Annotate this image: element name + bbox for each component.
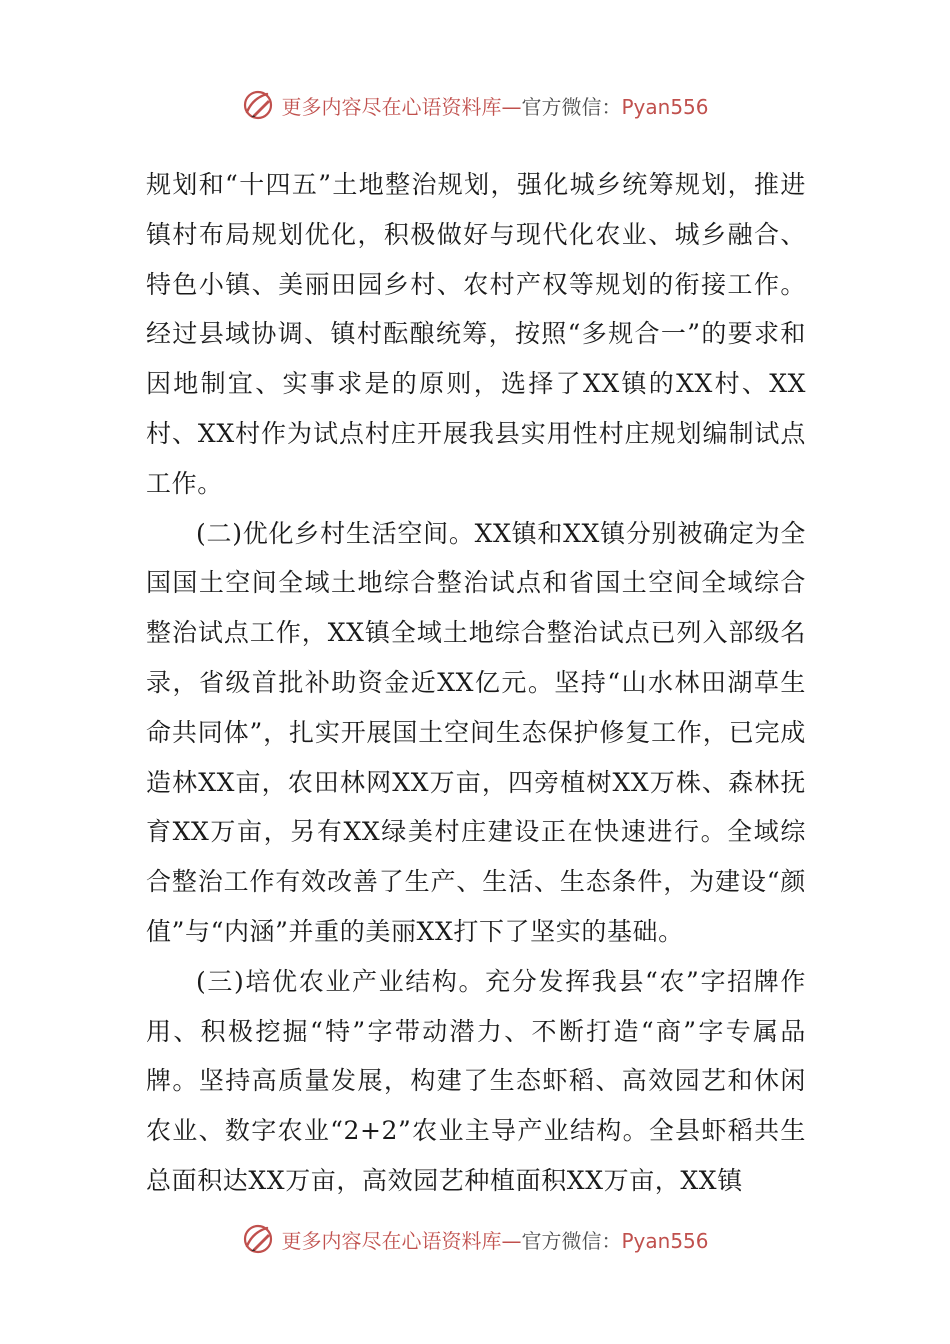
- watermark-text: [281, 91, 708, 120]
- watermark-wechat-id: Pyan556: [621, 94, 709, 119]
- watermark-text: [281, 1225, 708, 1254]
- header-watermark: [0, 88, 950, 122]
- watermark-official-label: 官方微信：: [521, 1228, 622, 1253]
- document-body: [146, 160, 806, 1206]
- paragraph-planning: 规划和“十四五”土地整治规划，强化城乡统筹规划，推进镇村布局规划优化，积极做好与现代化农业、城乡融合、特色小镇、美丽田园乡村、农村产权等规划的衔接工作。经过县域协调、镇村酝酿统筹，按照“多规合一”的要求和因地制宜、实事求是的原则，选择了XX镇的XX村、XX村、XX村作为试点村庄开展我县实用性村庄规划编制试点工作。: [146, 170, 806, 498]
- footer-watermark: [0, 1222, 950, 1256]
- paragraph-living-space: (二)优化乡村生活空间。XX镇和XX镇分别被确定为全国国土空间全域土地综合整治试点和省国土空间全域综合整治试点工作，XX镇全域土地综合整治试点已列入部级名录，省级首批补助资金近XX亿元。坚持“山水林田湖草生命共同体”，扎实开展国土空间生态保护修复工作，已完成造林XX亩，农田林网XX万亩，四旁植树XX万株、森林抚育XX万亩，另有XX绿美村庄建设正在快速进行。全域综合整治工作有效改善了生产、生活、生态条件，为建设“颜值”与“内涵”并重的美丽XX打下了坚实的基础。: [146, 518, 806, 946]
- watermark-dash: —: [501, 94, 522, 119]
- watermark-dash: —: [501, 1228, 522, 1253]
- paragraph-industry-structure: (三)培优农业产业结构。充分发挥我县“农”字招牌作用、积极挖掘“特”字带动潜力、不断打造“商”字专属品牌。坚持高质量发展，构建了生态虾稻、高效园艺和休闲农业、数字农业“2+2”农业主导产业结构。全县虾稻共生总面积达XX万亩，高效园艺种植面积XX万亩，XX镇: [146, 966, 806, 1195]
- watermark-wechat-id: Pyan556: [621, 1228, 709, 1253]
- watermark-brand: 更多内容尽在心语资料库: [281, 94, 502, 119]
- watermark-official-label: 官方微信：: [521, 94, 622, 119]
- brush-pen-logo-icon: [241, 88, 275, 122]
- watermark-brand: 更多内容尽在心语资料库: [281, 1228, 502, 1253]
- brush-pen-logo-icon: [241, 1222, 275, 1256]
